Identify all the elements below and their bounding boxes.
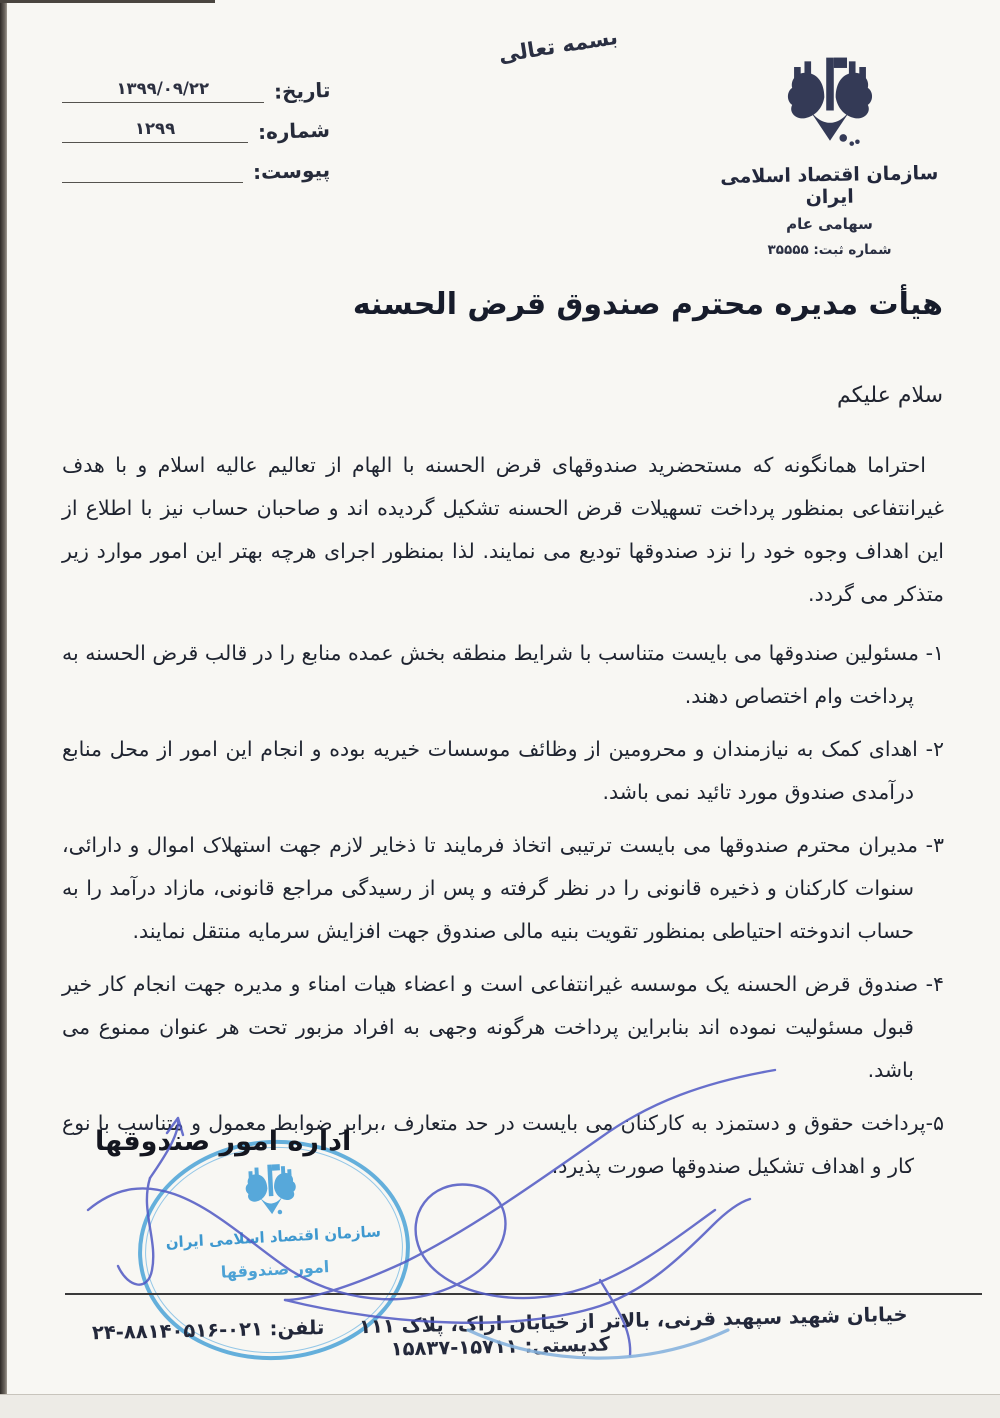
salutation-text: سلام علیکم — [836, 383, 943, 408]
stamp-organization-text: سازمان اقتصاد اسلامی ایران — [165, 1222, 382, 1252]
footer-phone-label: تلفن: — [269, 1315, 325, 1341]
number-value: ۱۲۹۹ — [62, 116, 248, 143]
letter-meta-block — [62, 76, 330, 196]
footer-postal — [390, 1333, 610, 1361]
attachment-value — [62, 156, 243, 183]
organization-logo-icon — [782, 50, 878, 154]
registration-number: شماره ثبت: ۳۵۵۵۵ — [767, 242, 892, 258]
organization-type: سهامی عام — [786, 215, 873, 233]
letter-body — [62, 444, 944, 1198]
organization-letterhead — [707, 50, 952, 258]
intro-paragraph: احتراما همانگونه که مستحضرید صندوقهای قرض الحسنه با الهام از تعالیم عالیه اسلام و با هدف غیرانتفاعی بمنظور پرداخت تسهیلات قرض الحسنه تشکیل گردیده اند و صاحبان حساب نیز با اطلاع از این اهداف وجوه خود را نزد صندوقها تودیع می نمایند. لذا بمنظور اجرای هرچه بهتر این امور موارد زیر متذکر می گردد. — [62, 453, 944, 606]
list-item-4: ۴- صندوق قرض الحسنه یک موسسه غیرانتفاعی است و اعضاء هیات امناء و مدیره جهت انجام کار خیر قبول مسئولیت نموده اند بنابراین پرداخت هرگونه وجهی به افراد مزبور تحت هر عنوان ممنوع می باشد. — [62, 972, 944, 1082]
organization-name: سازمان اقتصاد اسلامی ایران — [720, 162, 939, 209]
footer-phone-value: ۰۲۱-۸۸۱۴۰۵۱۶-۲۴ — [91, 1317, 264, 1345]
attachment-row — [62, 156, 330, 183]
signing-department-title: اداره امور صندوقها — [95, 1126, 352, 1157]
list-item-5: ۵-پرداخت حقوق و دستمزد به کارکنان می بایست در حد متعارف ،برابر ضوابط معمول و متناسب با نوع کار و اهداف تشکیل صندوقها صورت پذیرد. — [62, 1111, 944, 1178]
recipient-heading: هیأت مدیره محترم صندوق قرض الحسنه — [352, 287, 943, 322]
footer-divider — [65, 1293, 982, 1295]
footer-phone — [92, 1316, 325, 1344]
footer-contact-info — [0, 1301, 1000, 1370]
attachment-label: پیوست: — [252, 157, 331, 185]
scan-edge-bottom — [0, 1394, 1000, 1418]
scan-edge-left — [0, 0, 7, 1394]
footer-postal-value: ۱۵۷۱۱-۱۵۸۳۷ — [390, 1334, 519, 1361]
footer-postal-label: کدپستی: — [524, 1332, 611, 1358]
list-item-1: ۱- مسئولین صندوقها می بایست متناسب با شرایط منطقه بخش عمده منابع را در قالب قرض الحسنه به پرداخت وام اختصاص دهند. — [62, 641, 944, 708]
scan-edge-top — [0, 0, 215, 3]
date-label: تاریخ: — [273, 77, 331, 104]
list-item-3: ۳- مدیران محترم صندوقها می بایست ترتیبی اتخاذ فرمایند تا ذخایر لازم جهت استهلاک اموال و دارائی، سنوات کارکنان و ذخیره قانونی را در نظر گرفته و پس از رسیدگی مراجع قانونی، مازاد درآمد را به حساب اندوخته احتیاطی بمنظور تقویت بنیه مالی صندوق جهت افزایش سرمایه منتقل نمایند. — [62, 833, 944, 943]
number-row — [62, 116, 330, 143]
stamp-emblem-icon — [240, 1159, 301, 1224]
footer-address: خیابان شهید سپهبد قرنی، بالاتر از خیابان اراک، پلاک ۱۱۱ — [358, 1302, 908, 1339]
stamp-department-text: امور صندوقها — [220, 1257, 330, 1282]
list-item-2: ۲- اهدای کمک به نیازمندان و محرومین از وظائف موسسات خیریه بوده و انجام این امور از محل منابع درآمدی صندوق مورد تائید نمی باشد. — [62, 737, 944, 804]
date-value: ۱۳۹۹/۰۹/۲۲ — [62, 76, 264, 103]
number-label: شماره: — [257, 117, 331, 145]
bismillah-text: بسمه تعالی — [496, 24, 620, 68]
date-row — [62, 76, 330, 103]
